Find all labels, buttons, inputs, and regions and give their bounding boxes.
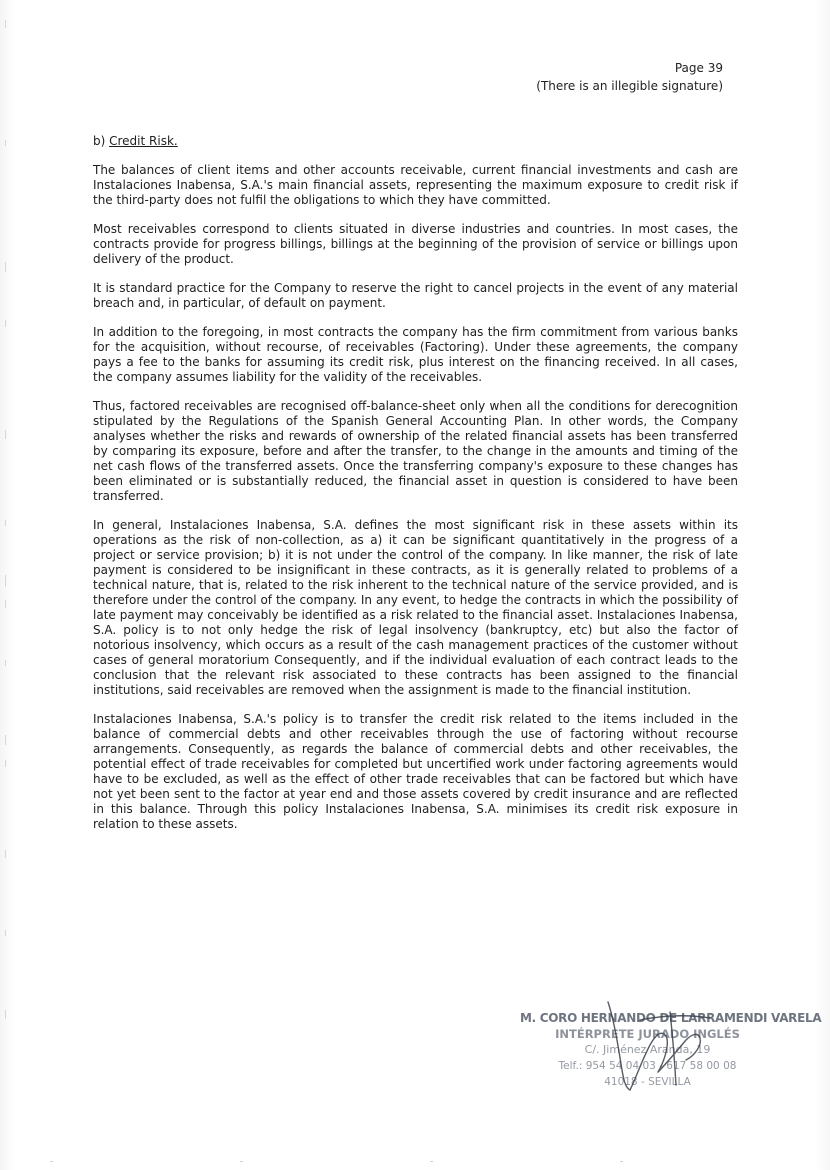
paragraph-receivables: Most receivables correspond to clients situated in diverse industries and countries. In most cases, the contracts provide for progress billings, billings at the beginning of the provision of service or billings upon delivery of the product.	[93, 222, 738, 266]
paragraph-financial-assets: The balances of client items and other accounts receivable, current financial investments and cash are Instalaciones Inabensa, S.A.'s main financial assets, representing the maximum exposure to credit risk if the third-party does not fulfil the obligations to which they have committed.	[93, 163, 738, 207]
paragraph-derecognition: Thus, factored receivables are recognised off-balance-sheet only when all the conditions for derecognition stipulated by the Regulations of the Spanish General Accounting Plan. In other words, the Company analyses whether the risks and rewards of ownership of the related financial assets has been transferred by comparing its exposure, before and after the transfer, to the change in the amounts and timing of the net cash flows of the transferred assets. Once the transferring company's exposure to these changes has been eliminated or is substantially reduced, the financial asset in question is considered to have been transferred.	[93, 399, 738, 503]
handwritten-signature	[600, 990, 720, 1100]
paragraph-factoring: In addition to the foregoing, in most contracts the company has the firm commitment from various banks for the acquisition, without recourse, of receivables (Factoring). Under these agreements, the company pays a fee to the banks for assuming its credit risk, plus interest on the financing received. In all cases, the company assumes liability for the validity of the receivables.	[93, 325, 738, 384]
paragraph-risk-definition: In general, Instalaciones Inabensa, S.A. defines the most significant risk in these assets within its operations as the risk of non-collection, as a) it can be significant quantitatively in the progress of a project or service provision; b) it is not under the control of the company. In like manner, the risk of late payment is considered to be insignificant in these contracts, as it is generally related to problems of a technical nature, that is, related to the risk inherent to the technical nature of the service provided, and is therefore under the control of the company. In any event, to hedge the contracts in which the possibility of late payment may conceivably be identified as a risk related to the financial asset. Instalaciones Inabensa, S.A. policy is to not only hedge the risk of legal insolvency (bankruptcy, etc) but also the factor of notorious insolvency, which occurs as a result of the cash management practices of the customer without cases of general moratorium Consequently, and if the individual evaluation of each contract leads to the conclusion that the relevant risk associated to these contracts has been assigned to the financial institutions, said receivables are removed when the assignment is made to the financial institution.	[93, 518, 738, 697]
section-heading	[93, 134, 738, 149]
page-header	[536, 59, 723, 95]
scan-bottom-marks	[0, 1155, 830, 1167]
stamp-phone: Telf.: 954 54 04 03 - 617 58 00 08	[558, 1060, 737, 1072]
stamp-name: M. CORO HERNANDO DE LARRAMENDI VARELA	[520, 1011, 822, 1025]
section-title: Credit Risk.	[109, 134, 178, 148]
stamp-address: C/. Jiménez Aranda, 19	[584, 1043, 711, 1056]
document-body	[93, 134, 738, 846]
stamp-title: INTÉRPRETE JURADO INGLÉS	[555, 1027, 740, 1041]
stamp-city: 41018 - SEVILLA	[604, 1076, 691, 1088]
signature-note: (There is an illegible signature)	[536, 79, 723, 93]
paragraph-policy: Instalaciones Inabensa, S.A.'s policy is to transfer the credit risk related to the items included in the balance of commercial debts and other receivables through the use of factoring without recourse arrangements. Consequently, as regards the balance of commercial debts and other receivables, the potential effect of trade receivables for completed but uncertified work under factoring agreements would have to be excluded, as well as the effect of other trade receivables that can be factored but which have not yet been sent to the factor at year end and those assets covered by credit insurance and are reflected in this balance. Through this policy Instalaciones Inabensa, S.A. minimises its credit risk exposure in relation to these assets.	[93, 712, 738, 831]
scan-margin-marks	[2, 0, 10, 1170]
section-label: b)	[93, 134, 110, 148]
paragraph-cancel-projects: It is standard practice for the Company to reserve the right to cancel projects in the event of any material breach and, in particular, of default on payment.	[93, 281, 738, 310]
page-number: Page 39	[674, 61, 723, 75]
